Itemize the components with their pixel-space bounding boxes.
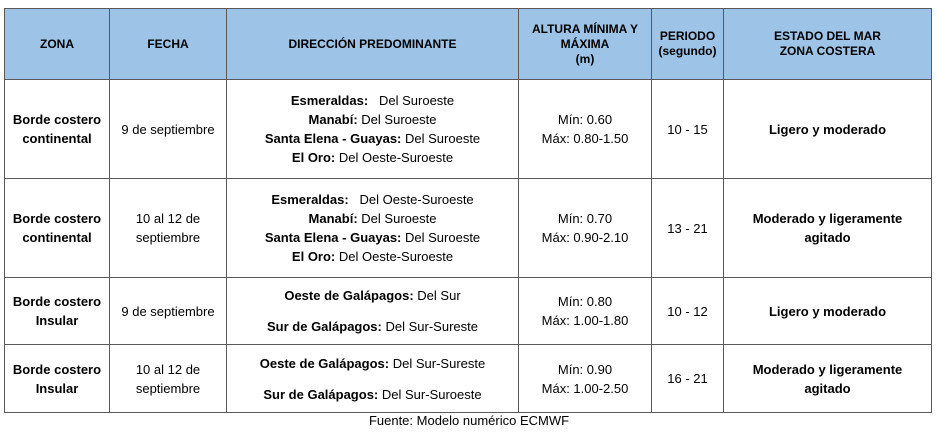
table-row: [5, 345, 932, 413]
header-periodo: PERIODO (segundo): [652, 9, 724, 80]
direccion-cell: [227, 345, 519, 413]
header-altura: ALTURA MÍNIMA Y MÁXIMA (m): [519, 9, 652, 80]
estado-cell: Ligero y moderado: [724, 278, 932, 345]
table-row: [5, 179, 932, 278]
periodo-cell: 10 - 12: [652, 278, 724, 345]
fecha-cell: 9 de septiembre: [110, 80, 227, 179]
header-fecha: FECHA: [110, 9, 227, 80]
direccion-line: Esmeraldas: Del Oeste-Suroeste: [271, 192, 474, 207]
direccion-cell: [227, 80, 519, 179]
direccion-line: Oeste de Galápagos: Del Sur-Sureste: [259, 355, 486, 371]
source-caption: Fuente: Modelo numérico ECMWF: [368, 413, 570, 428]
table-row: [5, 80, 932, 179]
altura-cell: Mín: 0.70 Máx: 0.90-2.10: [519, 179, 652, 278]
altura-cell: Mín: 0.80 Máx: 1.00-1.80: [519, 278, 652, 345]
fecha-cell: 10 al 12 de septiembre: [110, 345, 227, 413]
direccion-line: Esmeraldas: Del Suroeste: [290, 93, 455, 108]
direccion-cell: [227, 278, 519, 345]
header-estado: ESTADO DEL MAR ZONA COSTERA: [724, 9, 932, 80]
direccion-line: Manabí: Del Suroeste: [308, 112, 437, 127]
fecha-cell: 10 al 12 de septiembre: [110, 179, 227, 278]
direccion-line: Santa Elena - Guayas: Del Suroeste: [264, 131, 481, 146]
periodo-cell: 16 - 21: [652, 345, 724, 413]
altura-cell: Mín: 0.90 Máx: 1.00-2.50: [519, 345, 652, 413]
forecast-table: [4, 8, 932, 413]
fecha-cell: 9 de septiembre: [110, 278, 227, 345]
header-row: [5, 9, 932, 80]
direccion-line: El Oro: Del Oeste-Suroeste: [291, 150, 454, 165]
zona-cell: Borde costero Insular: [5, 278, 110, 345]
zona-cell: Borde costero continental: [5, 80, 110, 179]
estado-cell: Moderado y ligeramente agitado: [724, 345, 932, 413]
direccion-cell: [227, 179, 519, 278]
direccion-line: Sur de Galápagos: Del Sur-Sureste: [267, 319, 478, 334]
zona-cell: Borde costero Insular: [5, 345, 110, 413]
periodo-cell: 10 - 15: [652, 80, 724, 179]
direccion-line: El Oro: Del Oeste-Suroeste: [291, 249, 454, 264]
direccion-line: Sur de Galápagos: Del Sur-Suroeste: [263, 386, 482, 402]
header-zona: ZONA: [5, 9, 110, 80]
zona-cell: Borde costero continental: [5, 179, 110, 278]
periodo-cell: 13 - 21: [652, 179, 724, 278]
estado-cell: Moderado y ligeramente agitado: [724, 179, 932, 278]
direccion-line: Santa Elena - Guayas: Del Suroeste: [264, 230, 481, 245]
direccion-line: Oeste de Galápagos: Del Sur: [284, 288, 461, 303]
estado-cell: Ligero y moderado: [724, 80, 932, 179]
table-row: [5, 278, 932, 345]
direccion-line: Manabí: Del Suroeste: [308, 211, 437, 226]
header-direccion: DIRECCIÓN PREDOMINANTE: [227, 9, 519, 80]
altura-cell: Mín: 0.60 Máx: 0.80-1.50: [519, 80, 652, 179]
